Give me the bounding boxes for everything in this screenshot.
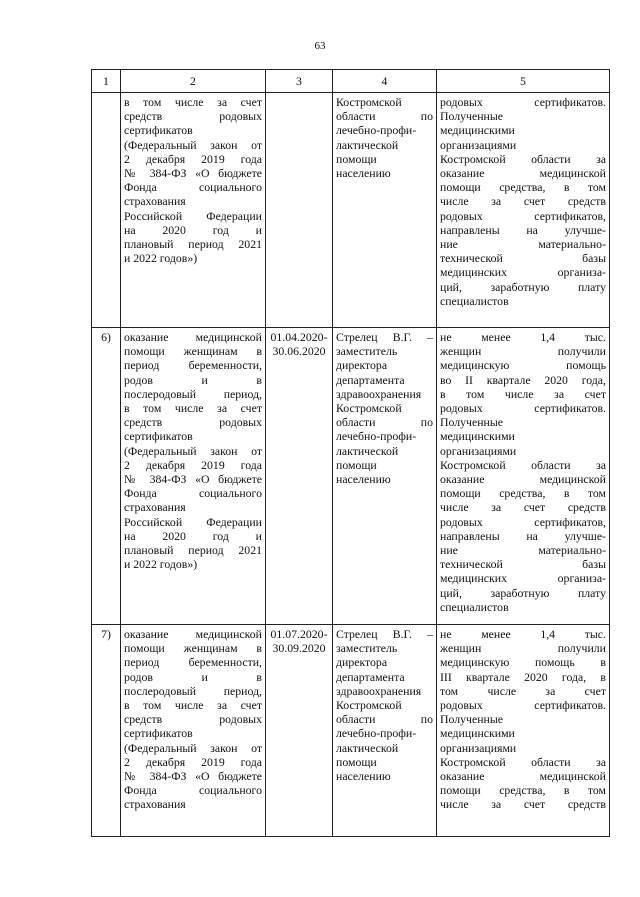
cell-text-line: ние материально- — [440, 237, 606, 252]
result-cell — [437, 93, 610, 328]
result-cell — [437, 625, 610, 837]
cell-text-line: родов и в — [124, 372, 262, 387]
cell-text-line: 01.07.2020- — [270, 627, 328, 641]
cell-text-line: технической базы — [440, 251, 606, 266]
cell-text-line: в том числе за счет — [124, 95, 262, 109]
cell-text-line: департамента — [336, 669, 405, 684]
cell-text-line: лечебно-профи- — [336, 726, 417, 741]
document-table — [91, 69, 610, 837]
cell-text-line: сертификатов — [124, 123, 193, 138]
cell-text-line: ций, заработную плату — [440, 585, 606, 600]
result-cell — [437, 328, 610, 625]
cell-text-line: Костромской — [336, 95, 402, 109]
cell-text-line: оказание медицинской — [440, 472, 606, 487]
table-row — [92, 328, 610, 625]
table-header-row — [92, 70, 610, 93]
cell-text-line: Фонда социального — [124, 783, 262, 798]
cell-text-line: помощи женщинам в — [124, 344, 262, 359]
cell-text-line: плановый период 2021 — [124, 237, 262, 252]
cell-text-line: лактической — [336, 443, 399, 458]
cell-text-line: Российской Федерации — [124, 514, 262, 529]
header-cell-4: 4 — [333, 70, 437, 93]
table-row — [92, 625, 610, 837]
cell-text-line: женщин получили — [440, 344, 606, 359]
cell-text-line: в том числе за счет — [124, 698, 262, 713]
cell-text-line: послеродовый период, — [124, 386, 262, 401]
row-number-cell — [92, 93, 121, 328]
cell-text-line: области по — [336, 712, 433, 727]
cell-text-line: родовых сертификатов. — [440, 698, 606, 713]
cell-text-line: 2 декабря 2019 года — [124, 457, 262, 472]
cell-text-line: III квартале 2020 года, в — [440, 669, 606, 684]
cell-text-line: послеродовый период, — [124, 683, 262, 698]
cell-text-line: Фонда социального — [124, 180, 262, 195]
header-cell-3: 3 — [266, 70, 333, 93]
cell-text-line: директора — [336, 655, 388, 670]
cell-text-line: Полученные — [440, 109, 504, 124]
cell-text-line: 30.06.2020 — [272, 344, 326, 359]
cell-text-line: медицинскими — [440, 123, 515, 138]
cell-text-line: том числе за счет — [440, 683, 606, 698]
cell-text-line: период беременности, — [124, 655, 262, 670]
cell-text-line: страхования — [124, 797, 186, 812]
cell-text-line: Костромской области за — [440, 754, 606, 769]
cell-text-line: населению — [336, 472, 391, 487]
cell-text-line: лечебно-профи- — [336, 429, 417, 444]
cell-text-line: медицинскими — [440, 429, 515, 444]
cell-text-line: родовых сертификатов. — [440, 95, 606, 109]
cell-text-line: не менее 1,4 тыс. — [440, 627, 606, 641]
cell-text-line: родовых сертификатов. — [440, 401, 606, 416]
cell-text-line: 30.09.2020 — [272, 641, 326, 656]
row-number-cell: 6) — [92, 328, 121, 625]
period-cell — [266, 625, 333, 837]
cell-text-line: 01.04.2020- — [270, 330, 328, 344]
cell-text-line: числе за счет средств — [440, 500, 606, 515]
cell-text-line: оказание медицинской — [440, 769, 606, 784]
cell-text-line: помощи — [336, 457, 377, 472]
cell-text-line: и 2022 годов») — [124, 251, 198, 266]
cell-text-line: № 384-ФЗ «О бюджете — [124, 769, 262, 784]
cell-text-line: медицинских организа- — [440, 571, 606, 586]
event-description-cell — [121, 328, 266, 625]
cell-text-line: № 384-ФЗ «О бюджете — [124, 472, 262, 487]
cell-text-line: средств родовых — [124, 415, 262, 430]
cell-text-line: Костромской области за — [440, 151, 606, 166]
cell-text-line: период беременности, — [124, 358, 262, 373]
cell-text-line: страхования — [124, 500, 186, 515]
cell-text-line: страхования — [124, 194, 186, 209]
cell-text-line: помощи средства, в том — [440, 180, 606, 195]
cell-text-line: лактической — [336, 137, 399, 152]
cell-text-line: в том числе за счет — [124, 401, 262, 416]
event-description-cell — [121, 93, 266, 328]
cell-text-line: организациями — [440, 740, 517, 755]
cell-text-line: Фонда социального — [124, 486, 262, 501]
table-row — [92, 93, 610, 328]
header-cell-1: 1 — [92, 70, 121, 93]
cell-text-line: заместитель — [336, 344, 398, 359]
cell-text-line: числе за счет средств — [440, 194, 606, 209]
cell-text-line: медицинскую помощь — [440, 358, 606, 373]
cell-text-line: сертификатов — [124, 726, 193, 741]
cell-text-line: Полученные — [440, 712, 504, 727]
cell-text-line: департамента — [336, 372, 405, 387]
cell-text-line: на 2020 год и — [124, 222, 262, 237]
event-description-cell — [121, 625, 266, 837]
cell-text-line: родовых сертификатов, — [440, 514, 606, 529]
cell-text-line: здравоохранения — [336, 386, 422, 401]
cell-text-line: заместитель — [336, 641, 398, 656]
cell-text-line: помощи — [336, 151, 377, 166]
cell-text-line: № 384-ФЗ «О бюджете — [124, 166, 262, 181]
cell-text-line: женщин получили — [440, 641, 606, 656]
cell-text-line: организациями — [440, 443, 517, 458]
cell-text-line: (Федеральный закон от — [124, 137, 262, 152]
cell-text-line: медицинскую помощь в — [440, 655, 606, 670]
cell-text-line: специалистов — [440, 599, 509, 614]
cell-text-line: (Федеральный закон от — [124, 443, 262, 458]
responsible-cell — [333, 625, 437, 837]
cell-text-line: медицинскими — [440, 726, 515, 741]
period-cell — [266, 93, 333, 328]
header-cell-5: 5 — [437, 70, 610, 93]
cell-text-line: населению — [336, 769, 391, 784]
cell-text-line: области по — [336, 109, 433, 124]
cell-text-line: направлены на улучше- — [440, 528, 606, 543]
cell-text-line: Стрелец В.Г. – — [336, 627, 433, 641]
cell-text-line: (Федеральный закон от — [124, 740, 262, 755]
cell-text-line: помощи — [336, 754, 377, 769]
period-cell — [266, 328, 333, 625]
cell-text-line: в том числе за счет — [440, 386, 606, 401]
cell-text-line: директора — [336, 358, 388, 373]
cell-text-line: лактической — [336, 740, 399, 755]
cell-text-line: Костромской — [336, 401, 402, 416]
cell-text-line: Костромской области за — [440, 457, 606, 472]
cell-text-line: ций, заработную плату — [440, 279, 606, 294]
cell-text-line: числе за счет средств — [440, 797, 606, 812]
cell-text-line: родов и в — [124, 669, 262, 684]
responsible-cell — [333, 328, 437, 625]
cell-text-line: помощи средства, в том — [440, 486, 606, 501]
row-number-cell: 7) — [92, 625, 121, 837]
cell-text-line: специалистов — [440, 293, 509, 308]
cell-text-line: оказание медицинской — [124, 330, 262, 344]
cell-text-line: средств родовых — [124, 109, 262, 124]
cell-text-line: лечебно-профи- — [336, 123, 417, 138]
cell-text-line: во II квартале 2020 года, — [440, 372, 606, 387]
cell-text-line: здравоохранения — [336, 683, 422, 698]
cell-text-line: средств родовых — [124, 712, 262, 727]
cell-text-line: не менее 1,4 тыс. — [440, 330, 606, 344]
cell-text-line: ние материально- — [440, 543, 606, 558]
cell-text-line: организациями — [440, 137, 517, 152]
cell-text-line: оказание медицинской — [124, 627, 262, 641]
cell-text-line: медицинских организа- — [440, 265, 606, 280]
cell-text-line: помощи женщинам в — [124, 641, 262, 656]
cell-text-line: и 2022 годов») — [124, 557, 198, 572]
cell-text-line: Костромской — [336, 698, 402, 713]
cell-text-line: технической базы — [440, 557, 606, 572]
cell-text-line: сертификатов — [124, 429, 193, 444]
cell-text-line: направлены на улучше- — [440, 222, 606, 237]
header-cell-2: 2 — [121, 70, 266, 93]
cell-text-line: Стрелец В.Г. – — [336, 330, 433, 344]
cell-text-line: Российской Федерации — [124, 208, 262, 223]
cell-text-line: родовых сертификатов, — [440, 208, 606, 223]
page-number: 63 — [314, 40, 326, 52]
responsible-cell — [333, 93, 437, 328]
cell-text-line: оказание медицинской — [440, 166, 606, 181]
cell-text-line: 2 декабря 2019 года — [124, 754, 262, 769]
cell-text-line: 2 декабря 2019 года — [124, 151, 262, 166]
cell-text-line: населению — [336, 166, 391, 181]
cell-text-line: плановый период 2021 — [124, 543, 262, 558]
cell-text-line: на 2020 год и — [124, 528, 262, 543]
cell-text-line: области по — [336, 415, 433, 430]
cell-text-line: Полученные — [440, 415, 504, 430]
cell-text-line: помощи средства, в том — [440, 783, 606, 798]
